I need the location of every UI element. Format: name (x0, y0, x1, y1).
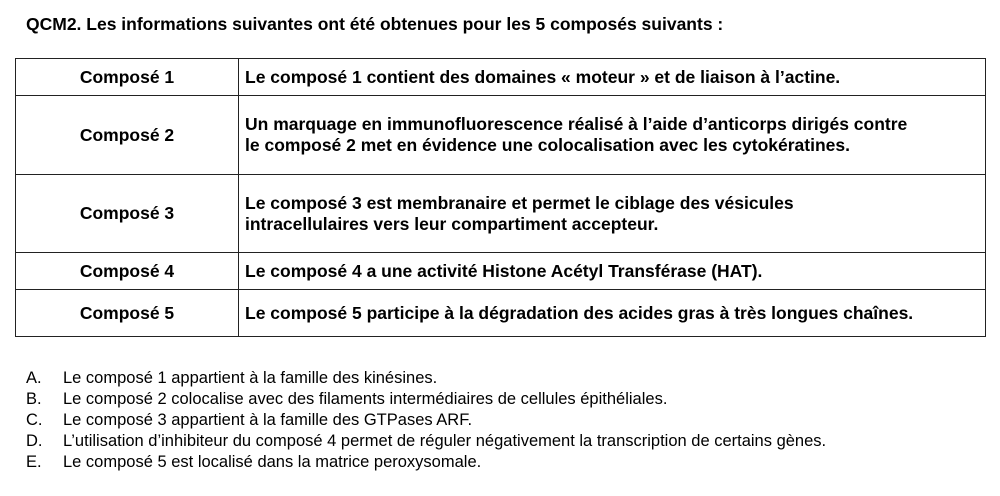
compound-name: Composé 4 (16, 253, 239, 290)
option-c[interactable] (26, 410, 826, 431)
option-e[interactable] (26, 452, 826, 473)
option-text: L’utilisation d’inhibiteur du composé 4 permet de réguler négativement la transcription de certains gènes. (63, 432, 827, 450)
option-letter: B. (26, 390, 42, 408)
table-row (16, 96, 986, 175)
compound-desc: Un marquage en immunofluorescence réalisé à l’aide d’anticorps dirigés contre le composé 2 met en évidence une colocalisation avec les cytokératines. (239, 96, 986, 175)
option-letter: E. (26, 453, 42, 471)
option-d[interactable] (26, 431, 826, 452)
table-row (16, 290, 986, 337)
compound-desc: Le composé 4 a une activité Histone Acétyl Transférase (HAT). (239, 253, 986, 290)
option-text: Le composé 2 colocalise avec des filaments intermédiaires de cellules épithéliales. (63, 390, 668, 408)
compound-name: Composé 2 (16, 96, 239, 175)
table-row (16, 175, 986, 253)
option-text: Le composé 5 est localisé dans la matrice peroxysomale. (63, 453, 482, 471)
question-title: QCM2. Les informations suivantes ont été obtenues pour les 5 composés suivants : (26, 14, 724, 34)
table-row (16, 59, 986, 96)
option-text: Le composé 1 appartient à la famille des kinésines. (63, 369, 438, 387)
compound-desc: Le composé 5 participe à la dégradation des acides gras à très longues chaînes. (239, 290, 986, 337)
option-letter: C. (26, 411, 43, 429)
option-b[interactable] (26, 389, 826, 410)
compound-desc: Le composé 1 contient des domaines « moteur » et de liaison à l’actine. (239, 59, 986, 96)
option-letter: D. (26, 432, 43, 450)
table-row (16, 253, 986, 290)
option-letter: A. (26, 369, 42, 387)
option-text: Le composé 3 appartient à la famille des GTPases ARF. (63, 411, 473, 429)
compounds-table (15, 58, 986, 337)
compound-name: Composé 3 (16, 175, 239, 253)
answer-options (26, 368, 826, 473)
compound-name: Composé 1 (16, 59, 239, 96)
compound-name: Composé 5 (16, 290, 239, 337)
option-a[interactable] (26, 368, 826, 389)
compound-desc: Le composé 3 est membranaire et permet le ciblage des vésicules intracellulaires vers leur compartiment accepteur. (239, 175, 986, 253)
